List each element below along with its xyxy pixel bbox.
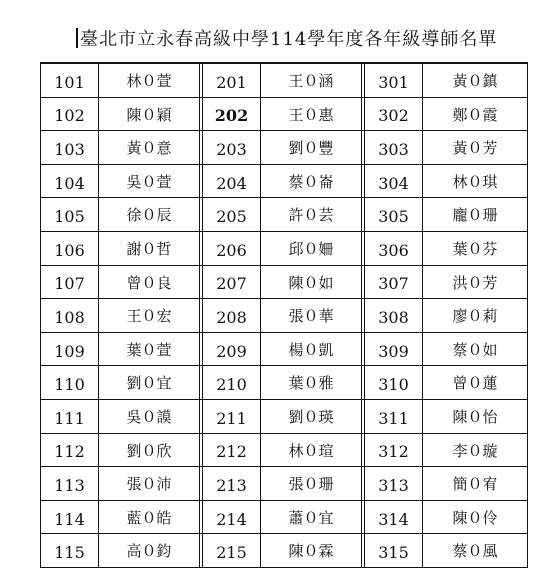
teacher-name-cell: 蕭０宜 bbox=[261, 501, 365, 534]
teacher-name-cell: 邱０姍 bbox=[261, 232, 365, 265]
document-title bbox=[76, 27, 497, 53]
class-number-cell: 206 bbox=[203, 232, 261, 265]
class-number-cell: 209 bbox=[203, 333, 261, 366]
class-number-cell: 307 bbox=[365, 266, 423, 299]
class-number-cell: 104 bbox=[41, 165, 99, 198]
class-number-cell: 214 bbox=[203, 501, 261, 534]
class-number-cell: 107 bbox=[41, 266, 99, 299]
table-row bbox=[41, 98, 527, 132]
class-number-cell: 208 bbox=[203, 299, 261, 332]
teacher-name-cell: 廖０莉 bbox=[452, 307, 498, 326]
class-number-cell: 108 bbox=[41, 299, 99, 332]
class-number-cell: 304 bbox=[365, 165, 423, 198]
teacher-name-cell: 鄭０霞 bbox=[452, 105, 498, 124]
teacher-name-cell: 陳０霖 bbox=[261, 534, 365, 567]
teacher-name-cell: 王０宏 bbox=[99, 299, 203, 332]
teacher-name-cell: 劉０欣 bbox=[99, 434, 203, 467]
teacher-name-cell: 葉０雅 bbox=[261, 366, 365, 399]
teacher-name-cell: 蔡０崙 bbox=[261, 165, 365, 198]
teacher-name-cell: 吳０萱 bbox=[99, 165, 203, 198]
table-row bbox=[41, 534, 527, 568]
class-number-cell: 204 bbox=[203, 165, 261, 198]
teacher-name-cell: 陳０穎 bbox=[99, 98, 203, 131]
table-row bbox=[41, 198, 527, 232]
class-number-cell: 211 bbox=[203, 400, 261, 433]
teacher-name-cell: 葉０萱 bbox=[99, 333, 203, 366]
class-number-cell: 301 bbox=[365, 64, 423, 97]
teacher-name-cell: 葉０芬 bbox=[452, 239, 498, 258]
teacher-name-cell: 陳０如 bbox=[261, 266, 365, 299]
teacher-name-cell: 許０芸 bbox=[261, 198, 365, 231]
table-row bbox=[41, 64, 527, 98]
table-row bbox=[41, 501, 527, 535]
class-number-cell: 101 bbox=[41, 64, 99, 97]
class-number-cell: 315 bbox=[365, 534, 423, 567]
teacher-name-cell: 林０琪 bbox=[452, 172, 498, 191]
class-number-cell: 215 bbox=[203, 534, 261, 567]
class-number-cell: 309 bbox=[365, 333, 423, 366]
table-row bbox=[41, 366, 527, 400]
table-row bbox=[41, 400, 527, 434]
class-number-cell: 111 bbox=[41, 400, 99, 433]
teacher-name-cell: 張０華 bbox=[261, 299, 365, 332]
teacher-name-cell: 蔡０如 bbox=[452, 340, 498, 359]
teacher-name-cell: 曾０良 bbox=[99, 266, 203, 299]
class-number-cell: 210 bbox=[203, 366, 261, 399]
teacher-name-cell: 王０涵 bbox=[261, 64, 365, 97]
teacher-name-cell: 林０瑄 bbox=[261, 434, 365, 467]
teacher-name-cell: 張０珊 bbox=[261, 467, 365, 500]
teacher-name-cell: 黃０芳 bbox=[452, 139, 498, 158]
teacher-name-cell: 劉０瑛 bbox=[261, 400, 365, 433]
class-number-cell: 102 bbox=[41, 98, 99, 131]
class-number-cell: 310 bbox=[365, 366, 423, 399]
class-number-cell: 313 bbox=[365, 467, 423, 500]
teacher-name-cell: 李０璇 bbox=[452, 441, 498, 460]
teacher-name-cell: 王０惠 bbox=[261, 98, 365, 131]
class-number-cell: 305 bbox=[365, 198, 423, 231]
class-number-cell: 203 bbox=[203, 131, 261, 164]
class-number-cell: 113 bbox=[41, 467, 99, 500]
teacher-name-cell: 藍０皓 bbox=[99, 501, 203, 534]
text-cursor bbox=[76, 28, 78, 48]
teacher-name-cell: 黃０意 bbox=[99, 131, 203, 164]
teacher-name-cell: 黃０鎮 bbox=[452, 72, 498, 90]
table-row bbox=[41, 131, 527, 165]
teacher-name-cell: 龐０珊 bbox=[452, 206, 498, 225]
teacher-name-cell: 曾０蓮 bbox=[452, 374, 498, 393]
table-row bbox=[41, 165, 527, 199]
class-number-cell: 109 bbox=[41, 333, 99, 366]
class-number-cell: 201 bbox=[203, 64, 261, 97]
table-row bbox=[41, 467, 527, 501]
homeroom-teacher-table bbox=[40, 62, 528, 568]
class-number-cell: 105 bbox=[41, 198, 99, 231]
teacher-name-cell: 劉０宜 bbox=[99, 366, 203, 399]
class-number-cell: 115 bbox=[41, 534, 99, 567]
table-row bbox=[41, 333, 527, 367]
class-number-cell: 114 bbox=[41, 501, 99, 534]
table-row bbox=[41, 266, 527, 300]
table-row bbox=[41, 299, 527, 333]
teacher-name-cell: 洪０芳 bbox=[452, 273, 498, 292]
teacher-name-cell: 吳０謨 bbox=[99, 400, 203, 433]
class-number-cell: 308 bbox=[365, 299, 423, 332]
class-number-cell: 303 bbox=[365, 131, 423, 164]
class-number-cell: 314 bbox=[365, 501, 423, 534]
teacher-name-cell: 張０沛 bbox=[99, 467, 203, 500]
class-number-cell: 110 bbox=[41, 366, 99, 399]
teacher-name-cell: 陳０怡 bbox=[452, 407, 498, 426]
teacher-name-cell: 高０鈞 bbox=[99, 534, 203, 567]
class-number-cell: 106 bbox=[41, 232, 99, 265]
class-number-cell: 311 bbox=[365, 400, 423, 433]
teacher-name-cell: 蔡０風 bbox=[452, 542, 498, 561]
class-number-cell: 306 bbox=[365, 232, 423, 265]
teacher-name-cell: 楊０凱 bbox=[261, 333, 365, 366]
class-number-cell: 302 bbox=[365, 98, 423, 131]
class-number-cell: 212 bbox=[203, 434, 261, 467]
class-number-cell: 213 bbox=[203, 467, 261, 500]
class-number-cell: 207 bbox=[203, 266, 261, 299]
teacher-name-cell: 劉０豐 bbox=[261, 131, 365, 164]
teacher-name-cell: 陳０伶 bbox=[452, 508, 498, 527]
class-number-cell: 112 bbox=[41, 434, 99, 467]
document-title-text: 臺北市立永春高級中學114學年度各年級導師名單 bbox=[80, 29, 498, 50]
teacher-name-cell: 謝０哲 bbox=[99, 232, 203, 265]
teacher-name-cell: 徐０辰 bbox=[99, 198, 203, 231]
teacher-name-cell: 簡０宥 bbox=[452, 475, 498, 494]
table-row bbox=[41, 232, 527, 266]
teacher-name-cell: 林０萱 bbox=[99, 64, 203, 97]
class-number-cell: 202 bbox=[203, 98, 261, 131]
class-number-cell: 312 bbox=[365, 434, 423, 467]
class-number-cell: 103 bbox=[41, 131, 99, 164]
class-number-cell: 205 bbox=[203, 198, 261, 231]
table-row bbox=[41, 434, 527, 468]
